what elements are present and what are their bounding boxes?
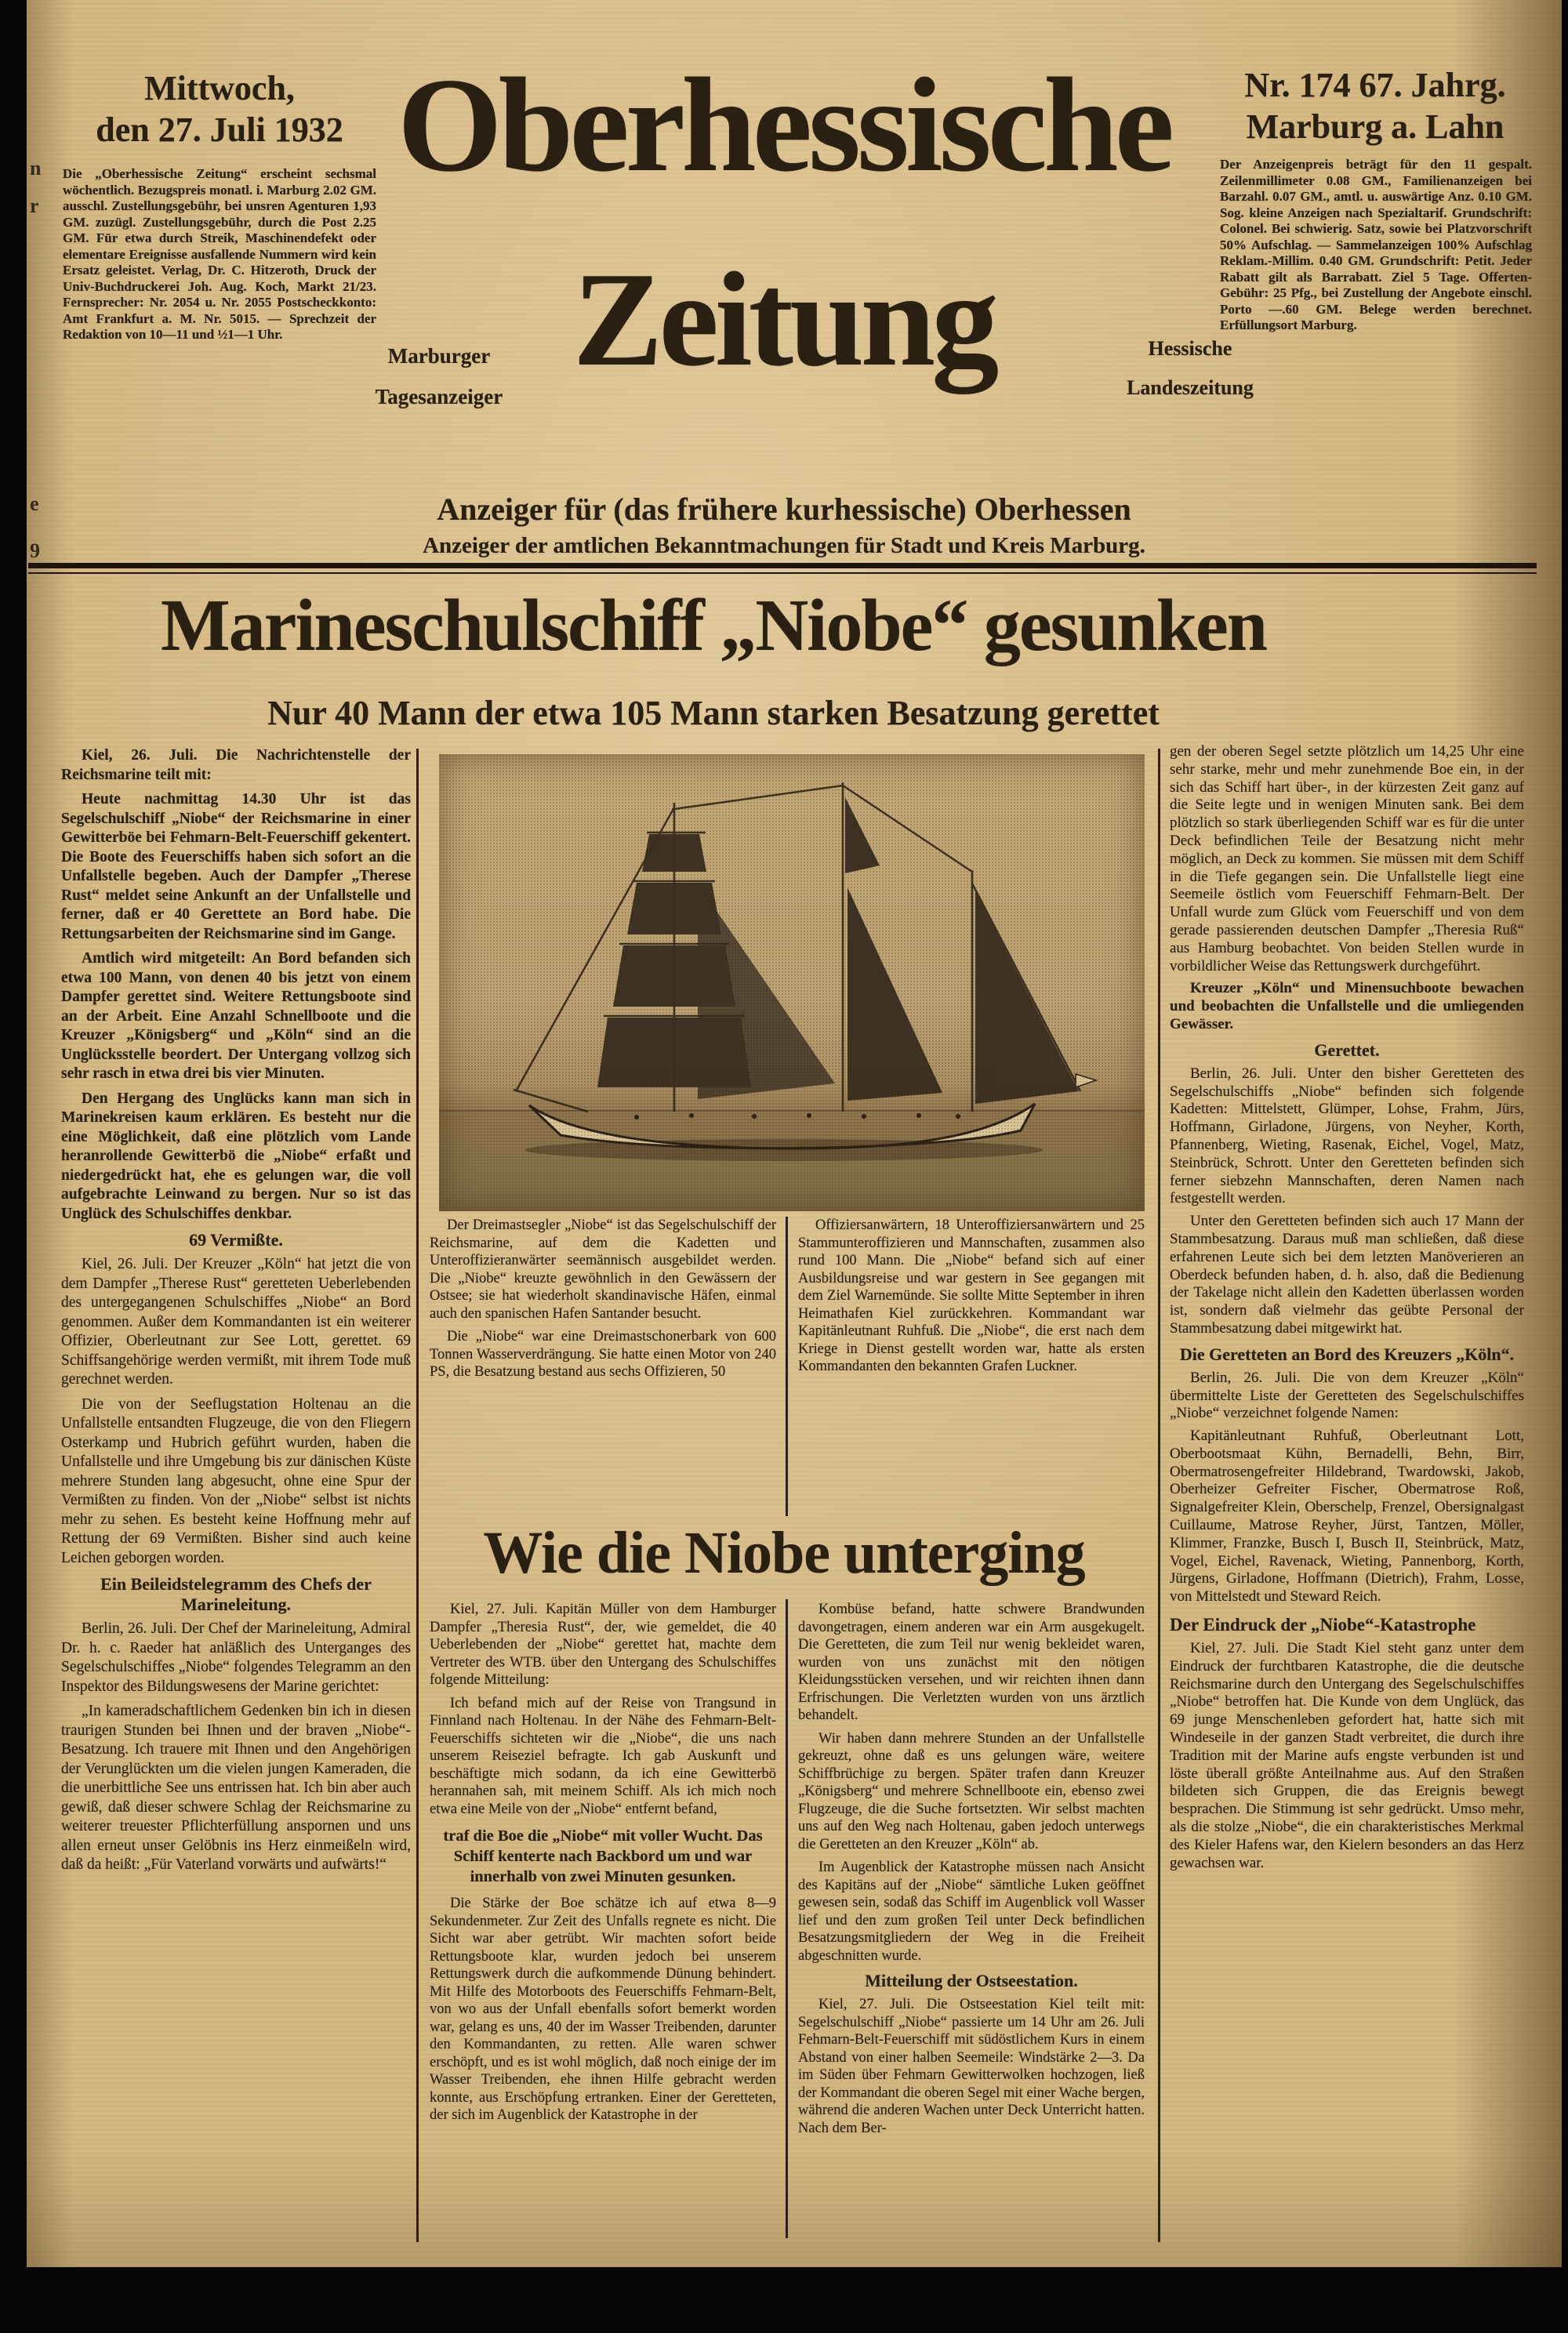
main-headline: Marineschulschiff „Niobe“ gesunken [161,585,1266,666]
column-rule-2b [786,1599,788,2238]
scan-edge-left [0,0,27,2333]
article-paragraph: Kapitänleutnant Ruhfuß, Oberleutnant Lott, Oberbootsmaat Kühn, Bernadelli, Behn, Birr, Obermatrosengefreiter Hildebrand, Twardowski, Jakob, Oberheizer Gefreiter Fischer, Obermatrose Roß, Signalgefreiter Klein, Oberschelp, Frenzel, Obersignalgast Cuillaume, Matrose Reyher, Jürst, Tantzen, Möller, Klimmer, Franzke, Busch I, Busch II, Steinbrück, Matz, Vogel, Eichel, Ravenack, Wieting, Pannenborg, Korth, Jürgens, Girladone, Hoffmann (Dietrich), Frahm, Losse, von Mittelstedt und Steward Reich. [1170,1428,1524,1606]
issue-place: Marburg a. Lahn [1246,107,1504,146]
subheading-beileidstelegramm: Ein Beileidstelegramm des Chefs der Marineleitung. [100,1574,372,1614]
masthead-title-line-2: Zeitung [572,245,996,394]
article-paragraph: gen der oberen Segel setzte plötzlich um 14,25 Uhr eine sehr starke, mehr und mehr zunehmende Boe ein, in der sich das Schiff hart über-, in der kürzesten Zeit ganz auf die Seite legte und in wenigen Minuten sank. Bei dem plötzlich so stark überliegenden Schiff war es für die unter Deck befindlichen Teile der Besatzung nicht mehr möglich, an Deck zu kommen. Sie müssen mit dem Schiff in die Tiefe gegangen sein. Die Unfallstelle liegt eine Seemeile östlich vom Feuerschiff Fehmarn-Belt. Der Unfall wurde zum Glück vom Feuerschiff und von dem gerade passierenden deutschen Dampfer „Theresia Ruß“ aus Hamburg beobachtet. Von beiden Stellen wurde in vorbildlicher Weise das Rettungswerk durchgeführt. [1170,743,1524,974]
edge-glyph: n [30,157,42,180]
caption-column-left [430,1217,776,1518]
article-paragraph: Kiel, 27. Juli. Kapitän Müller von dem Hamburger Dampfer „Theresia Rust“, der, wie gemeldet, die 40 Ueberlebenden der „Niobe“ gerettet hat, machte dem Vertreter des WTB. über den Untergang des Schulschiffes folgende Mitteilung: [430,1602,776,1688]
article-paragraph: Kombüse befand, hatte schwere Brandwunden davongetragen, einem anderen war ein Arm ausgekugelt. Die Geretteten, die zum Teil nur wenig bekleidet waren, wurden von uns zunächst mit den nötigen Kleidungsstücken versehen, und wir reichten ihnen dann Erfrischungen. Die Verletzten wurden von uns ärztlich behandelt. [798,1602,1145,1723]
article-paragraph: Amtlich wird mitgeteilt: An Bord befanden sich etwa 100 Mann, von denen 40 bis jetzt von einem Dampfer gerettet sind. Weitere Rettungsboote sind an der Arbeit. Eine Anzahl Schnellboote und die Kreuzer „Königsberg“ und „Köln“ sind an die Unglücksstelle beordert. Der Untergang vollzog sich sehr rasch in etwa drei bis vier Minuten. [61,950,411,1082]
article-paragraph: Wir haben dann mehrere Stunden an der Unfallstelle gekreuzt, ohne daß es uns gelungen wäre, weitere Schiffbrüchige zu bergen. Später trafen dann Kreuzer „Königsberg“ und mehrere Schnellboote ein, ebenso zwei Flugzeuge, die die Suche fortsetzten. Wir selbst machten uns auf den Weg nach Holtenau, gaben jedoch unterwegs die Geretteten an den Kreuzer „Köln“ ab. [798,1730,1145,1852]
column-rule-1 [416,749,419,2242]
section-headline: Wie die Niobe unterging [483,1520,1085,1586]
column-rule-3 [1158,749,1160,2242]
date-line-1: Mittwoch, [144,69,295,107]
subheading-liste-koeln: Die Geretteten an Bord des Kreuzers „Köln“. [1179,1344,1515,1364]
tagline-right-2: Landeszeitung [1127,376,1254,399]
imprint-right: Der Anzeigenpreis beträgt für den 11 gespalt. Zeilenmillimeter 0.08 GM., Familienanzeigen bei Barzahl. 0.07 GM., amtl. u. auswärtige Anz. 0.10 GM. Sog. kleine Anzeigen nach Spezialtarif. Grundschrift: Colonel. Bei schwierig. Satz, sowie bei Platzvorschrift 50% Aufschlag. — Sammelanzeigen 100% Aufschlag Reklam.-Millim. 0.40 GM. Grundschrift: Petit. Jeder Rabatt gilt als Barrabatt. Ziel 5 Tage. Offerten-Gebühr: 25 Pfg., bei Zustellung der Angebote einschl. Porto —.60 GM. Belege werden berechnet. Erfüllungsort Marburg. [1220,157,1532,332]
article-paragraph: Berlin, 26. Juli. Der Chef der Marineleitung, Admiral Dr. h. c. Raeder hat anläßlich des Unterganges des Segelschulschiffes „Niobe“ folgendes Telegramm an den Inspektor des Bildungswesens der Marine gerichtet: [61,1620,411,1695]
caption-paragraph: Offiziersanwärtern, 18 Unteroffiziersanwärtern und 25 Stammunteroffizieren und Mannschaften, zusammen also rund 100 Mann. Die „Niobe“ befand sich auf einer Ausbildungsreise und war gestern in See gegangen mit dem Ziel Warnemünde. Sie sollte Mitte September in ihren Heimathafen Kiel zurückkehren. Kommandant war Kapitänleutnant Ruhfuß. Die „Niobe“, die erst nach dem Kriege in Dienst gestellt worden war, hatte als ersten Kommandanten den bekannten Grafen Luckner. [798,1217,1145,1374]
article-paragraph: Im Augenblick der Katastrophe müssen nach Ansicht des Kapitäns auf der „Niobe“ sämtliche Luken geöffnet gewesen sein, sodaß das Schiff im Augenblick voll Wasser lief und den zum großen Teil unter Deck befindlichen Besatzungsmitgliedern der Weg in die Freiheit abgeschnitten wurde. [798,1860,1145,1964]
date-line-2: den 27. Juli 1932 [96,111,343,149]
edge-glyph: 9 [30,539,40,562]
niobe-ship-photo [439,754,1145,1211]
tagline-left-1: Marburger [387,344,491,368]
masthead-rule-thin [28,572,1537,574]
emphasized-passage: traf die Boe die „Niobe“ mit voller Wucht. Das Schiff kenterte nach Backbord um und war innerhalb von zwei Minuten gesunken. [443,1827,763,1885]
article-paragraph: Heute nachmittag 14.30 Uhr ist das Segelschulschiff „Niobe“ der Reichsmarine in einer Gewitterböe bei Fehmarn-Belt-Feuerschiff gekentert. Die Boote des Feuerschiffs haben sich sofort an die Unfallstelle begeben. Auch der Dampfer „Therese Rust“ meldet seine Ankunft an der Unfallstelle und ferner, daß er 40 Gerettete an Bord habe. Die Rettungsarbeiten der Reichsmarine sind im Gange. [61,791,411,942]
tagline-right-1: Hessische [1148,337,1232,360]
issue-number: Nr. 174 67. Jahrg. [1244,66,1506,104]
scan-edge-bottom [0,2267,1568,2333]
article-paragraph: Berlin, 26. Juli. Unter den bisher Geretteten des Segelschulschiffs „Niobe“ befinden sich folgende Kadetten: Mittelstett, Glümper, Lohse, Frahm, Jürs, Hoffmann, Girladone, Jürgens, von Neyher, Korth, Pfannenberg, Wieting, Rasenak, Eichel, Vogel, Matz, Steinbrück, Schrott. Unter den Geretteten befinden sich ferner siebzehn Mannschaften, deren Namen nach festgestellt werden. [1170,1065,1524,1207]
sub-headline: Nur 40 Mann der etwa 105 Mann starken Besatzung gerettet [267,694,1160,732]
article-paragraph: Den Hergang des Unglücks kann man sich in Marinekreisen kaum erklären. Es besteht nur die eine Möglichkeit, daß eine plötzlich vom Lande heranrollende Gewitterbö die „Niobe“ erfaßt und niedergedrückt hat, ehe es gelungen war, die voll aufgebrachte Leinwand zu bergen. Nur so ist das Unglück des Schulschiffes denkbar. [61,1090,411,1222]
issue-block [1217,64,1534,147]
article-paragraph: Die von der Seeflugstation Holtenau an die Unfallstelle entsandten Flugzeuge, die von den Fliegern Osterkamp und Hubrich geführt wurden, haben die Unfallstelle und ihre Umgebung bis zur dänischen Küste mehrere Stunden lang abgesucht, ohne eine Spur der Vermißten zu finden. Von der „Niobe“ selbst ist nichts mehr zu sehen. Es besteht keine Hoffnung mehr auf Rettung der 69 Vermißten. Bisher sind auch keine Leichen geborgen worden. [61,1395,411,1566]
article-paragraph: „In kameradschaftlichem Gedenken bin ich in diesen traurigen Stunden bei Ihnen und der braven „Niobe“-Besatzung. Ich trauere mit Ihnen und den Angehörigen der Verunglückten um die vielen jungen Kameraden, die die unerbittliche See uns entrissen hat. Ich bin aber auch gewiß, daß dieser schwere Schlag der Reichsmarine zu weiterer treuester Pflichterfüllung anspornen und uns allen erneut unser Gelöbnis ins Herz einmeißeln wird, daß da heißt: „Für Vaterland vorwärts und aufwärts!“ [61,1703,411,1873]
article-paragraph: Kiel, 26. Juli. Der Kreuzer „Köln“ hat jetzt die von dem Dampfer „Therese Rust“ geretteten Ueberlebenden des untergegangenen Schulschiffes „Niobe“ an Bord genommen. Außer dem Kommandanten ist ein weiterer Offizier, Oberleutnant zur See Lott, gerettet. 69 Schiffsangehörige werden vermißt, mit ihrem Tode muß gerechnet werden. [61,1256,411,1388]
column-1 [61,746,411,2251]
tagline-right [1104,329,1276,408]
subheading-ostseestation: Mitteilung der Ostseestation. [865,1971,1078,1990]
subheading-vermisste: 69 Vermißte. [189,1230,283,1250]
imprint-left: Die „Oberhessische Zeitung“ erscheint sechsmal wöchentlich. Bezugspreis monatl. i. Marburg 2.02 GM. ausschl. Zustellungsgebühr, bei unsren Agenturen 1,93 GM. zuzügl. Zustellungsgebühr, durch die Post 2.25 GM. Für etwa durch Streik, Maschinendefekt oder elementare Ereignisse ausfallende Nummern wird kein Ersatz geleistet. Verlag, Dr. C. Hitzeroth, Druck der Univ-Buchdruckerei Joh. Aug. Koch, Markt 21/23. Fernsprecher: Nr. 2054 u. Nr. 2055 Postscheckkonto: Amt Frankfurt a. M. Nr. 5015. — Sprechzeit der Redaktion von 10—11 und ½1—1 Uhr. [63,166,376,342]
article-paragraph: Ich befand mich auf der Reise von Trangsund in Finnland nach Holtenau. In der Nähe des Fehmarn-Belt-Feuerschiffs sichteten wir die „Niobe“, die uns nach unserem Reiseziel befragte. Ich gab Auskunft und beschäftigte mich sodann, da ich eine Gewitterbö herannahen sah, mit meinem Schiff. Als ich mich noch etwa eine Meile von der „Niobe“ entfernt befand, [430,1695,776,1817]
article-paragraph: Berlin, 26. Juli. Die von dem Kreuzer „Köln“ übermittelte Liste der Geretteten des Segelschulschiffes „Niobe“ verzeichnet folgende Namen: [1170,1369,1524,1422]
caption-column-right [798,1217,1145,1518]
article-paragraph: Die Stärke der Boe schätze ich auf etwa 8—9 Sekundenmeter. Zur Zeit des Unfalls regnete es nicht. Die Sicht war aber getrübt. Wir machten sofort beide Rettungsboote klar, wurden jedoch bei unserem Rettungswerk durch die aufkommende Dünung behindert. Mit Hilfe des Motorboots des Feuerschiffs Fehmarn-Belt, von wo aus der Unfall ebenfalls sofort bemerkt worden war, gelang es uns, 40 der im Wasser Treibenden, darunter den Kommandanten, zu retten. Alle waren schwer erschöpft, und es ist wohl möglich, daß noch einige der im Wasser Treibenden, ehe ihnen Hilfe gebracht werden konnte, aus Erschöpfung ertranken. Einer der Geretteten, der sich im Augenblick der Katastrophe in der [430,1896,776,2123]
masthead-subtitle-2: Anzeiger der amtlichen Bekanntmachungen für Stadt und Kreis Marburg. [423,533,1145,558]
masthead-title-line-1: Oberhessische [397,51,1171,200]
column-rule-2a [786,1217,788,1516]
article-paragraph: Kiel, 27. Juli. Die Ostseestation Kiel teilt mit: Segelschulschiff „Niobe“ passierte um 14 Uhr am 26. Juli Fehmarn-Belt-Feuerschiff mit südöstlichem Kurs in einem Abstand von einer halben Seemeile: Windstärke 2—3. Da im Süden über Fehmarn Gewitterwolken hochzogen, ließ der Kommandant die oberen Segel mit einer Wache bergen, während die anderen Wachen unter Deck Unterricht hatten. Nach dem Ber- [798,1997,1145,2136]
column-3 [798,1601,1145,2251]
edge-glyph: r [30,194,39,217]
tagline-left [345,336,533,417]
scan-edge-right [1562,0,1568,2333]
tagline-left-2: Tagesanzeiger [375,385,503,408]
caption-paragraph: Die „Niobe“ war eine Dreimastschonerbark von 600 Tonnen Wasserverdrängung. Sie hatte einen Motor von 240 PS, die Besatzung bestand aus sechs Offizieren, 50 [430,1329,776,1380]
sailing-ship-illustration [439,754,1145,1211]
masthead-rule-thick [28,563,1537,568]
article-paragraph: Kreuzer „Köln“ und Minensuchboote bewachen und beobachten die Unfallstelle und die umliegenden Gewässer. [1170,980,1524,1032]
article-paragraph: Kiel, 27. Juli. Die Stadt Kiel steht ganz unter dem Eindruck der furchtbaren Katastrophe, die die deutsche Reichsmarine durch den Untergang des Segelschulschiffes „Niobe“ betroffen hat. Die Kunde von dem Unglück, das 69 junge Menschenleben gefordert hat, hatte sich mit Windeseile in der ganzen Stadt verbreitet, die durch ihre Tradition mit der Marine aufs engste verbunden ist und löste überall größte Anteilnahme aus. Auf den Straßen bildeten sich Gruppen, die das Ereignis bewegt besprachen. Die Stimmung ist sehr gedrückt. Umso mehr, als die stolze „Niobe“, die ein charakteristisches Merkmal des Kieler Hafens war, den Kielern besonders an das Herz gewachsen war. [1170,1640,1524,1871]
article-paragraph: Unter den Geretteten befinden sich auch 17 Mann der Stammbesatzung. Daraus muß man schließen, daß diese erfahrenen Leute sich bei dem letzten Manöverieren an Oberdeck befunden haben, d. h. also, daß die Bedienung der Takelage nicht allein den Kadetten überlassen worden ist, sondern daß vielmehr das geübte Personal der Stammbesatzung dabei mitgewirkt hat. [1170,1213,1524,1337]
column-2 [430,1601,776,2251]
edge-glyph: e [30,492,39,515]
subheading-eindruck: Der Eindruck der „Niobe“-Katastrophe [1170,1615,1476,1635]
column-4 [1170,743,1524,2242]
subheading-gerettet: Gerettet. [1314,1040,1380,1060]
caption-paragraph: Der Dreimastsegler „Niobe“ ist das Segelschulschiff der Reichsmarine, auf dem die Kadetten und Unteroffizieranwärter seemännisch ausgebildet werden. Die „Niobe“ kreuzte gewöhnlich in den Gewässern der Ostsee; sie hat wiederholt skandinavische Häfen, einmal auch den spanischen Hafen Santander besucht. [430,1217,776,1322]
article-paragraph: Kiel, 26. Juli. Die Nachrichtenstelle der Reichsmarine teilt mit: [61,747,411,783]
masthead-subtitle-1: Anzeiger für (das frühere kurhessische) Oberhessen [437,492,1131,527]
